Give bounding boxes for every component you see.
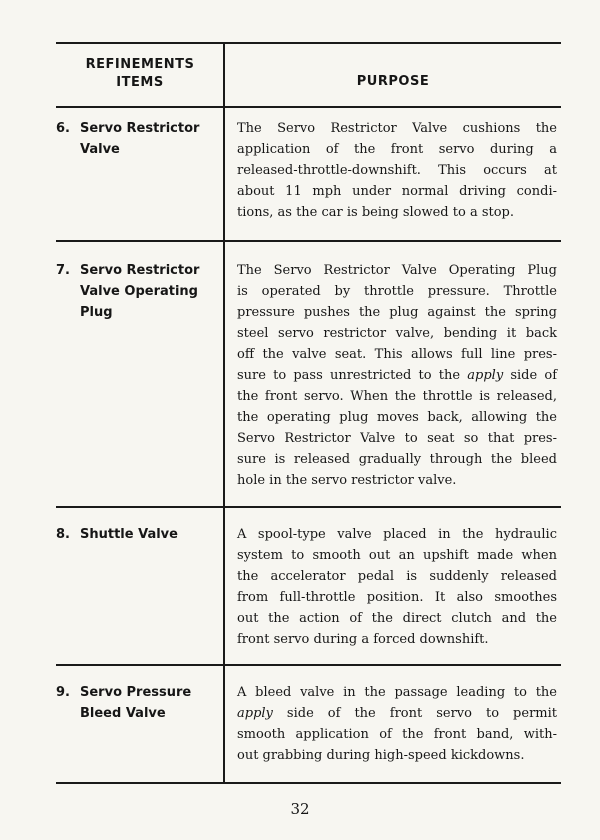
row-number: 9. — [56, 685, 70, 700]
item-line: Plug — [80, 305, 113, 320]
purpose-line: off the valve seat. This allows full line pres- — [237, 347, 557, 362]
top-rule — [56, 42, 561, 44]
row-item — [56, 118, 218, 160]
row-purpose — [237, 260, 557, 491]
bottom-rule — [56, 782, 561, 784]
row-rule — [56, 240, 561, 242]
row-number: 8. — [56, 527, 70, 542]
purpose-line: smooth application of the front band, with- — [237, 727, 557, 742]
purpose-line: A bleed valve in the passage leading to the — [237, 685, 557, 700]
item-line: Shuttle Valve — [80, 527, 178, 542]
row-rule — [56, 506, 561, 508]
purpose-line: The Servo Restrictor Valve Operating Plug — [237, 263, 557, 278]
purpose-line: is operated by throttle pressure. Throttle — [237, 284, 557, 299]
item-line: Servo Restrictor — [80, 121, 200, 136]
row-rule — [56, 664, 561, 666]
row-item — [56, 260, 218, 323]
header-rule — [56, 106, 561, 108]
purpose-line: front servo during a forced downshift. — [237, 632, 489, 647]
item-line: Servo Pressure — [80, 685, 192, 700]
purpose-line: from full-throttle position. It also smoothes — [237, 590, 557, 605]
item-line: Bleed Valve — [80, 706, 166, 721]
row-purpose — [237, 682, 557, 766]
item-line: Valve Operating — [80, 284, 198, 299]
row-number: 6. — [56, 121, 70, 136]
purpose-line: out the action of the direct clutch and the — [237, 611, 557, 626]
purpose-line: sure is released gradually through the bleed — [237, 452, 557, 467]
purpose-header: PURPOSE — [356, 74, 430, 89]
purpose-line: the operating plug moves back, allowing the — [237, 410, 557, 425]
emphasis: apply — [237, 706, 273, 721]
header-left-line1: REFINEMENTS — [85, 57, 195, 72]
item-line: Valve — [80, 142, 120, 157]
purpose-line: steel servo restrictor valve, bending it back — [237, 326, 557, 341]
purpose-line: out grabbing during high-speed kickdowns. — [237, 748, 525, 763]
purpose-line: Servo Restrictor Valve to seat so that pres- — [237, 431, 557, 446]
page-number: 32 — [290, 800, 310, 818]
row-item — [56, 524, 218, 545]
row-purpose — [237, 118, 557, 223]
refinements-items-header — [60, 56, 220, 92]
purpose-line: The Servo Restrictor Valve cushions the — [237, 121, 557, 136]
purpose-line: released-throttle-downshift. This occurs at — [237, 163, 557, 178]
purpose-line: application of the front servo during a — [237, 142, 557, 157]
purpose-line: system to smooth out an upshift made when — [237, 548, 557, 563]
purpose-line: hole in the servo restrictor valve. — [237, 473, 457, 488]
column-divider — [223, 42, 225, 784]
purpose-line: pressure pushes the plug against the spring — [237, 305, 557, 320]
purpose-line: A spool-type valve placed in the hydraulic — [237, 527, 557, 542]
purpose-line: apply side of the front servo to permit — [237, 706, 557, 721]
purpose-line: tions, as the car is being slowed to a stop. — [237, 205, 515, 220]
emphasis: apply — [467, 368, 504, 383]
purpose-line: about 11 mph under normal driving condi- — [237, 184, 557, 199]
header-left-line2: ITEMS — [116, 75, 164, 90]
purpose-line: the accelerator pedal is suddenly released — [237, 569, 557, 584]
item-line: Servo Restrictor — [80, 263, 200, 278]
row-purpose — [237, 524, 557, 650]
row-item — [56, 682, 218, 724]
purpose-line: sure to pass unrestricted to the apply side of — [237, 368, 558, 383]
row-number: 7. — [56, 263, 70, 278]
purpose-line: the front servo. When the throttle is released, — [237, 389, 557, 404]
